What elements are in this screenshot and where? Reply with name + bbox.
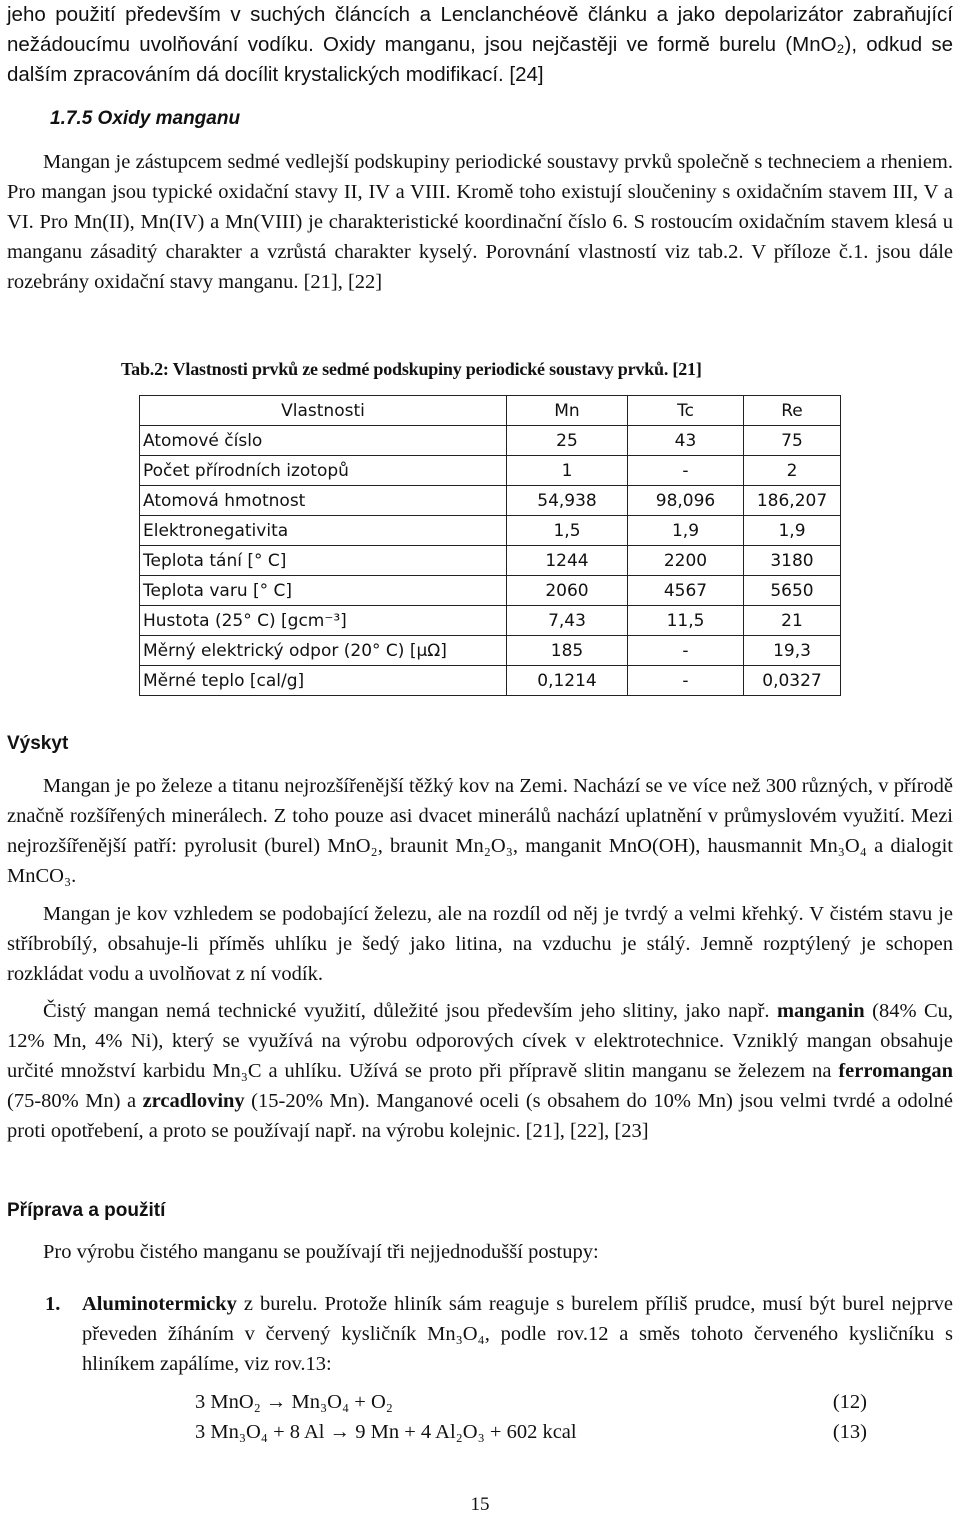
equation-13: [195, 1417, 867, 1447]
table-cell: 11,5: [628, 606, 744, 636]
table-cell: 1: [507, 456, 628, 486]
table-cell: 21: [744, 606, 841, 636]
table-cell: -: [628, 666, 744, 696]
table-cell: Atomová hmotnost: [140, 486, 507, 516]
table-header-row: [140, 396, 841, 426]
table-cell: 19,3: [744, 636, 841, 666]
table-header-cell: Vlastnosti: [140, 396, 507, 426]
table-row: [140, 456, 841, 486]
metal-paragraph: Mangan je kov vzhledem se podobající železu, ale na rozdíl od něj je tvrdý a velmi křehký. V čistém stavu je stříbrobílý, obsahuje-li příměs uhlíku je šedý jako litina, na vzduchu je stálý. Jemně rozptýlený je schopen rozkládat vodu a uvolňovat z ní vodík.: [7, 903, 953, 985]
table-cell: Teplota tání [° C]: [140, 546, 507, 576]
table-row: [140, 636, 841, 666]
table-header-cell: Re: [744, 396, 841, 426]
table-cell: Teplota varu [° C]: [140, 576, 507, 606]
oxides-paragraph: Mangan je zástupcem sedmé vedlejší podskupiny periodické soustavy prvků společně s techneciem a rheniem. Pro mangan jsou typické oxidační stavy II, IV a VIII. Kromě toho existují sloučeniny s oxidačním stavem III, V a VI. Pro Mn(II), Mn(IV) a Mn(VIII) je charakteristické koordinační číslo 6. S rostoucím oxidačním stavem klesá u manganu zásaditý charakter a vzrůstá charakter kyselý. Porovnání vlastností viz tab.2. V příloze č.1. jsou dále rozebrány oxidační stavy manganu. [21], [22]: [7, 151, 953, 293]
table-cell: 1,5: [507, 516, 628, 546]
table-row: [140, 546, 841, 576]
occurrence-paragraph: Mangan je po železe a titanu nejrozšířenější těžký kov na Zemi. Nachází se ve více než 300 různých, v přírodě značně rozšířených minerálech. Z toho pouze asi dvacet minerálů nachází uplatnění v průmyslovém využití. Mezi nejrozšířenější patří: pyrolusit (burel) MnO₂, braunit Mn₂O₃, manganit MnO(OH), hausmannit Mn₃O₄ a dialogit MnCO₃.: [7, 775, 953, 887]
table-cell: 185: [507, 636, 628, 666]
list-item-term: Aluminotermicky: [82, 1293, 237, 1315]
alloys-paragraph: Čistý mangan nemá technické využití, důležité jsou především jeho slitiny, jako např. manganin (84% Cu, 12% Mn, 4% Ni), který se využívá na výrobu odporových cívek v elektrotechnice. Vzniklý mangan obsahuje určité množství karbidu Mn₃C a uhlíku. Užívá se proto při přípravě slitin manganu se železem na ferromangan (75-80% Mn) a zrcadloviny (15-20% Mn). Manganové oceli (s obsahem do 10% Mn) jsou velmi tvrdé a odolné proti opotřebení, a proto se používají např. na výrobu kolejnic. [21], [22], [23]: [7, 1000, 954, 1142]
top-paragraph: jeho použití především v suchých článcích a Lenclanchéově článku a jako depolarizátor zabraňující nežádoucímu uvolňování vodíku. Oxidy manganu, jsou nejčastěji ve formě burelu (MnO₂), odkud se dalším zpracováním dá docílit krystalických modifikací. [24]: [7, 3, 953, 86]
preparation-heading: Příprava a použití: [7, 1200, 166, 1221]
table-cell: Měrné teplo [cal/g]: [140, 666, 507, 696]
table-cell: Elektronegativita: [140, 516, 507, 546]
page-number: 15: [470, 1494, 490, 1515]
properties-table: [139, 395, 841, 696]
table-cell: 54,938: [507, 486, 628, 516]
table-row: [140, 666, 841, 696]
table-cell: 3180: [744, 546, 841, 576]
list-item-text: z burelu. Protože hliník sám reaguje s burelem příliš prudce, musí být burel nejprve převeden žíháním v červený kysličník Mn₃O₄, podle rov.12 a směs tohoto červeného kysličníku s hliníkem zapálíme, viz rov.13:: [82, 1293, 954, 1375]
equation-12: [195, 1387, 867, 1417]
table-cell: Hustota (25° C) [gcm⁻³]: [140, 606, 507, 636]
table-cell: 186,207: [744, 486, 841, 516]
table-cell: 43: [628, 426, 744, 456]
list-item-1: [45, 1289, 953, 1379]
table-cell: 25: [507, 426, 628, 456]
list-number: 1.: [45, 1293, 61, 1315]
table-cell: Atomové číslo: [140, 426, 507, 456]
table-header-cell: Tc: [628, 396, 744, 426]
table-cell: 2: [744, 456, 841, 486]
table-cell: 1244: [507, 546, 628, 576]
table-row: [140, 516, 841, 546]
table-cell: 1,9: [744, 516, 841, 546]
table-cell: 2060: [507, 576, 628, 606]
table-cell: 7,43: [507, 606, 628, 636]
table-cell: 4567: [628, 576, 744, 606]
list-item-body: [82, 1289, 953, 1379]
equation-formula: 3 MnO₂ → Mn₃O₄ + O₂: [195, 1391, 393, 1413]
table-row: [140, 486, 841, 516]
table-cell: 98,096: [628, 486, 744, 516]
table-cell: Počet přírodních izotopů: [140, 456, 507, 486]
equation-number: (12): [832, 1391, 867, 1413]
equation-formula: 3 Mn₃O₄ + 8 Al → 9 Mn + 4 Al₂O₃ + 602 kcal: [195, 1421, 577, 1443]
table-row: [140, 576, 841, 606]
table-cell: -: [628, 636, 744, 666]
table-header-cell: Mn: [507, 396, 628, 426]
table-cell: 2200: [628, 546, 744, 576]
section-heading: 1.7.5 Oxidy manganu: [50, 108, 241, 129]
table-cell: -: [628, 456, 744, 486]
table-caption: Tab.2: Vlastnosti prvků ze sedmé podskupiny periodické soustavy prvků. [21]: [121, 359, 702, 379]
table-cell: 1,9: [628, 516, 744, 546]
table-cell: 75: [744, 426, 841, 456]
equation-number: (13): [832, 1421, 867, 1443]
table-cell: Měrný elektrický odpor (20° C) [μΩ]: [140, 636, 507, 666]
table-cell: 0,1214: [507, 666, 628, 696]
occurrence-heading: Výskyt: [7, 733, 69, 754]
table-row: [140, 606, 841, 636]
table-row: [140, 426, 841, 456]
table-cell: 5650: [744, 576, 841, 606]
preparation-intro: Pro výrobu čistého manganu se používají tři nejjednodušší postupy:: [43, 1241, 599, 1263]
table-cell: 0,0327: [744, 666, 841, 696]
